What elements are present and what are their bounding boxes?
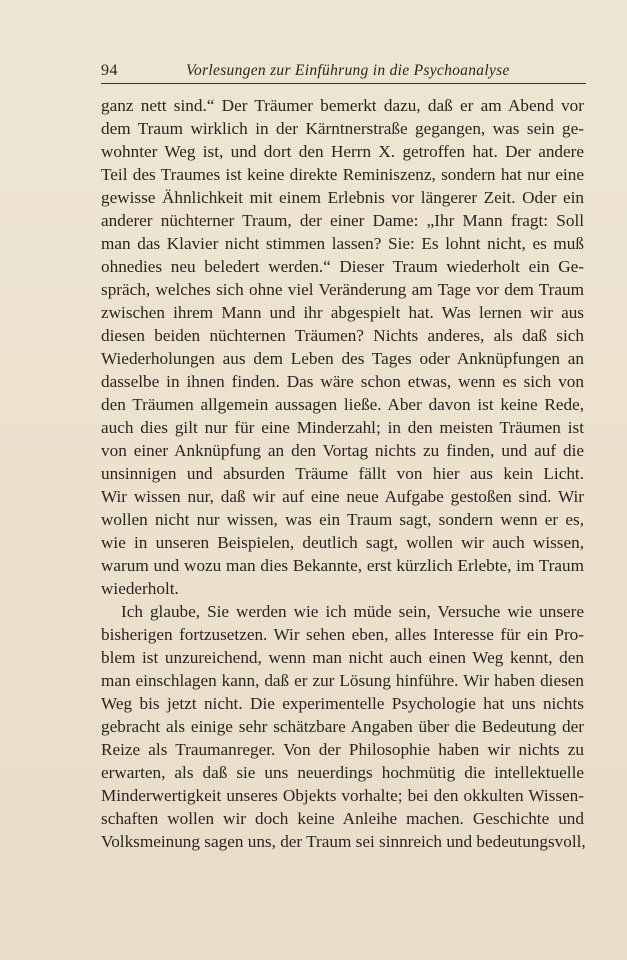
text-line: schaften wollen wir doch keine Anleihe machen. Geschichte und (101, 809, 584, 828)
paragraph-end-line: wiederholt. (101, 579, 179, 598)
header-rule (101, 83, 586, 84)
text-line: dem Traum wirklich in der Kärntnerstraße gegangen, was sein ge- (101, 119, 584, 138)
text-line: auch dies gilt nur für eine Minderzahl; in den meisten Träumen ist (101, 418, 584, 437)
text-line: bisherigen fortzusetzen. Wir sehen eben, alles Interesse für ein Pro- (101, 625, 584, 644)
text-line: anderer nüchterner Traum, der einer Dame: „Ihr Mann fragt: Soll (101, 211, 584, 230)
page-number: 94 (101, 62, 118, 79)
text-line: wohnter Weg ist, und dort den Herrn X. getroffen hat. Der andere (101, 142, 584, 161)
text-line: gebracht als einige sehr schätzbare Angaben über die Bedeutung der (101, 717, 584, 736)
text-line: erwarten, als daß sie uns neuerdings hochmütig die intellektuelle (101, 763, 584, 782)
text-line: blem ist unzureichend, wenn man nicht auch einen Weg kennt, den (101, 648, 584, 667)
text-line: Wir wissen nur, daß wir auf eine neue Aufgabe gestoßen sind. Wir (101, 487, 584, 506)
text-line: zwischen ihrem Mann und ihr abgespielt hat. Was lernen wir aus (101, 303, 584, 322)
text-line: wie in unseren Beispielen, deutlich sagt, wollen wir auch wissen, (101, 533, 584, 552)
text-line: Weg bis jetzt nicht. Die experimentelle Psychologie hat uns nichts (101, 694, 584, 713)
text-line: diesen beiden nüchternen Träumen? Nichts anderes, als daß sich (101, 326, 584, 345)
text-line: Reize als Traumanreger. Von der Philosophie haben wir nichts zu (101, 740, 584, 759)
text-line: ohnedies neu beledert werden.“ Dieser Traum wiederholt ein Ge- (101, 257, 584, 276)
text-line: dasselbe in ihnen finden. Das wäre schon etwas, wenn es sich von (101, 372, 584, 391)
text-line: man einschlagen kann, daß er zur Lösung hinführe. Wir haben diesen (101, 671, 584, 690)
text-line: unsinnigen und absurden Träume fällt von hier aus kein Licht. (101, 464, 584, 483)
text-line: gewisse Ähnlichkeit mit einem Erlebnis vor längerer Zeit. Oder ein (101, 188, 584, 207)
paragraph-start-line: Ich glaube, Sie werden wie ich müde sein, Versuche wie unsere (121, 602, 584, 621)
body-text (101, 94, 584, 853)
text-line: Volksmeinung sagen uns, der Traum sei sinnreich und bedeutungsvoll, (101, 832, 586, 851)
text-line: Wiederholungen aus dem Leben des Tages oder Anknüpfungen an (101, 349, 584, 368)
text-line: Minderwertigkeit unseres Objekts vorhalte; bei den okkulten Wissen- (101, 786, 584, 805)
running-head (101, 61, 586, 81)
text-line: von einer Anknüpfung an den Vortag nichts zu finden, und auf die (101, 441, 584, 460)
text-line: ganz nett sind.“ Der Träumer bemerkt dazu, daß er am Abend vor (101, 96, 584, 115)
text-line: Teil des Traumes ist keine direkte Reminiszenz, sondern hat nur eine (101, 165, 584, 184)
text-line: spräch, welches sich ohne viel Veränderung am Tage vor dem Traum (101, 280, 584, 299)
running-title: Vorlesungen zur Einführung in die Psychoanalyse (186, 62, 510, 79)
text-line: wollen nicht nur wissen, was ein Traum sagt, sondern wenn er es, (101, 510, 584, 529)
text-line: den Träumen allgemein aussagen ließe. Aber davon ist keine Rede, (101, 395, 584, 414)
text-line: warum und wozu man dies Bekannte, erst kürzlich Erlebte, im Traum (101, 556, 584, 575)
text-line: man das Klavier nicht stimmen lassen? Sie: Es lohnt nicht, es muß (101, 234, 584, 253)
